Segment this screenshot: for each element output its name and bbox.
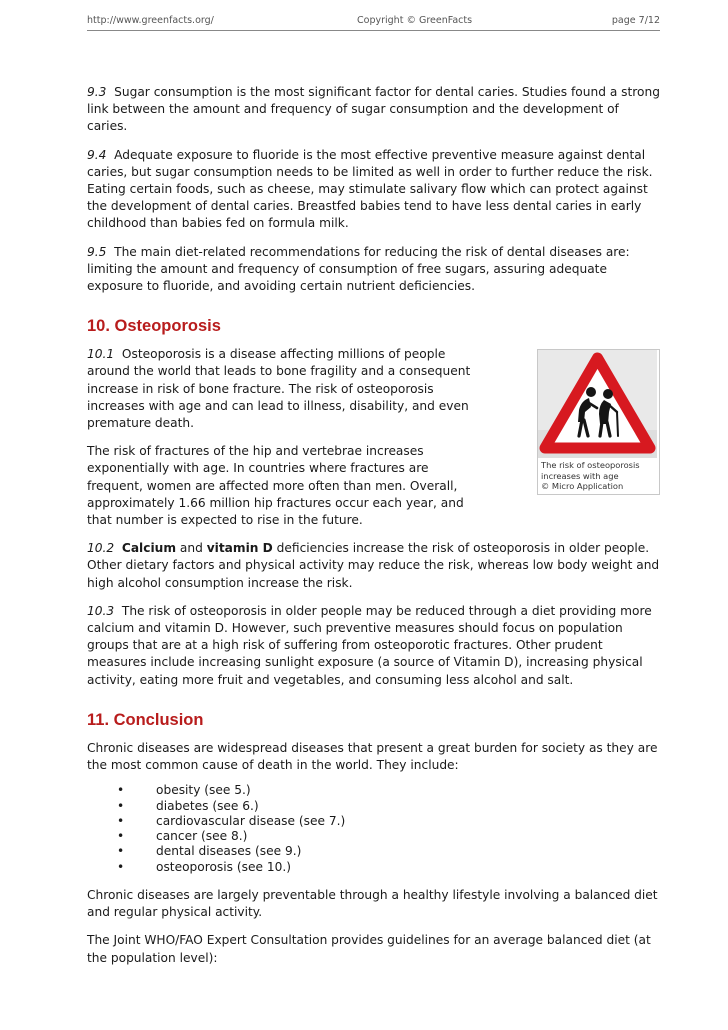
section-number: 9.3	[87, 85, 107, 99]
document-body	[87, 84, 660, 978]
section-number: 10.3	[87, 603, 115, 618]
page-header	[87, 14, 660, 31]
paragraph-9-4	[87, 147, 660, 233]
term-calcium[interactable]: Calcium	[121, 541, 177, 556]
conjunction: and	[179, 541, 203, 556]
paragraph-9-3	[87, 84, 660, 136]
caption-credit: © Micro Application	[541, 480, 624, 491]
conclusion-intro: Chronic diseases are widespread diseases that present a great burden for society as they are the most common cause of death in the world. They include:	[87, 740, 658, 773]
paragraph-text: The risk of osteoporosis in older people may be reduced through a diet providing more calcium and vitamin D. However, such preventive measures should focus on population groups that are at a high risk of suffering from osteoporotic fractures. Other prudent measures include increasing sunlight exposure (a source of Vitamin D), increasing physical activity, eating more fruit and vegetables, and consuming less alcohol and salt.	[87, 603, 652, 687]
paragraph-text: The main diet-related recommendations for reducing the risk of dental diseases are: limiting the amount and frequency of consumption of free sugars, assuring adequate exposure to fluoride, and avoiding certain nutrient deficiencies.	[87, 244, 630, 294]
list-item: • cancer (see 8.)	[117, 829, 660, 844]
figure-caption	[538, 458, 659, 494]
conclusion-paragraph: Chronic diseases are largely preventable through a healthy lifestyle involving a balanced diet and regular physical activity.	[87, 888, 658, 920]
paragraph-10-1-fractures: The risk of fractures of the hip and vertebrae increases exponentially with age. In countries where fractures are frequent, women are affected more often than men. Overall, approximately 1.66 million hip fractures occur each year, and that number is expected to rise in the future.	[87, 444, 464, 528]
paragraph-text: Sugar consumption is the most significant factor for dental caries. Studies found a strong link between the amount and frequency of sugar consumption and the development of caries.	[87, 85, 660, 134]
paragraph-10-2	[87, 540, 660, 592]
list-item: • cardiovascular disease (see 7.)	[117, 814, 660, 829]
heading-osteoporosis: 10. Osteoporosis	[87, 317, 221, 336]
header-copyright: Copyright © GreenFacts	[357, 15, 473, 26]
chronic-diseases-list	[87, 783, 660, 875]
header-url[interactable]: http://www.greenfacts.org/	[87, 15, 214, 26]
paragraph-text: Osteoporosis is a disease affecting millions of people around the world that leads to bone fragility and a consequent increase in risk of bone fracture. The risk of osteoporosis increases with age and can lead to illness, disability, and even premature death.	[87, 347, 471, 431]
list-item: • osteoporosis (see 10.)	[117, 860, 660, 875]
section-number: 10.2	[87, 541, 115, 556]
heading-conclusion: 11. Conclusion	[87, 710, 204, 729]
conclusion-paragraph-guidelines: The Joint WHO/FAO Expert Consultation provides guidelines for an average balanced diet (at the population level):	[87, 933, 651, 965]
header-page-number: page 7/12	[611, 15, 660, 26]
section-number: 9.4	[87, 147, 107, 162]
elderly-crossing-sign-icon	[538, 350, 657, 458]
caption-line: increases with age	[541, 470, 619, 481]
paragraph-9-5	[87, 244, 660, 296]
list-item: • obesity (see 5.)	[117, 783, 660, 798]
paragraph-10-3	[87, 603, 660, 689]
caption-line: The risk of osteoporosis	[541, 460, 640, 471]
paragraph-text: deficiencies increase the risk of osteoporosis in older people. Other dietary factors and physical activity may reduce the risk, whereas low body weight and high alcohol consumption increase the risk.	[87, 541, 660, 590]
list-item: • diabetes (see 6.)	[117, 799, 660, 814]
section-number: 9.5	[87, 244, 107, 259]
paragraph-10-1	[87, 346, 487, 432]
term-vitamin-d[interactable]: vitamin D	[206, 541, 273, 556]
section-number: 10.1	[87, 347, 115, 362]
list-item: • dental diseases (see 9.)	[117, 844, 660, 859]
osteoporosis-figure	[537, 349, 660, 495]
paragraph-text: Adequate exposure to fluoride is the most effective preventive measure against dental caries, but sugar consumption needs to be limited as well in order to further reduce the risk. Eating certain foods, such as cheese, may stimulate salivary flow which can protect against the development of dental caries. Breastfed babies tend to have less dental caries in early childhood than babies fed on formula milk.	[87, 147, 653, 231]
